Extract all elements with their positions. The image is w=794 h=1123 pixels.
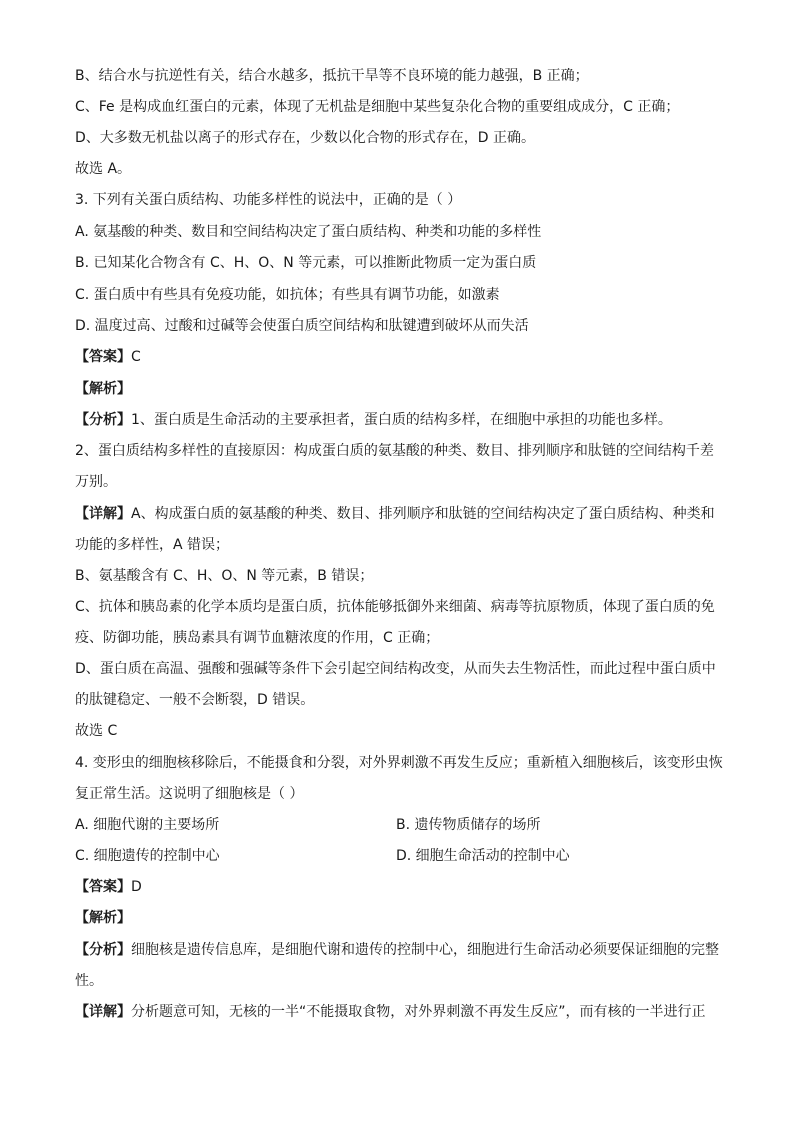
q4-answer-line [75,877,725,897]
q4-option-a: A. 细胞代谢的主要场所 [75,817,220,833]
prev-answer-d: D、大多数无机盐以离子的形式存在，少数以化合物的形式存在，D 正确。 [75,130,536,146]
q3-option-a: A. 氨基酸的种类、数目和空间结构决定了蛋白质结构、种类和功能的多样性 [75,224,542,240]
q4-answer-value: D [131,879,142,895]
q3-answer-tag: 【答案】 [75,349,131,365]
q3-fenxi-line-3: 万别。 [75,474,117,490]
q4-fenxi-line-2: 性。 [75,973,103,989]
q4-stem-line-2: 复正常生活。这说明了细胞核是（ ） [75,786,304,802]
q3-xiangjie-line-7: 的肽键稳定、一般不会断裂，D 错误。 [75,692,315,708]
q3-answer-value: C [131,349,141,365]
q4-option-b: B. 遗传物质储存的场所 [396,817,541,833]
prev-answer-choice: 故选 A。 [75,161,132,177]
q3-xiangjie-line-5: 疫、防御功能，胰岛素具有调节血糖浓度的作用，C 正确； [75,630,440,646]
q3-option-c: C. 蛋白质中有些具有免疫功能，如抗体；有些具有调节功能，如激素 [75,287,500,303]
q3-fenxi-tag: 【分析】 [75,412,131,428]
q4-xiangjie-tag: 【详解】 [75,1004,131,1020]
q3-xiangjie-line-3: B、氨基酸含有 C、H、O、N 等元素，B 错误； [75,568,374,584]
q4-stem-line-1: 4. 变形虫的细胞核移除后，不能摄食和分裂，对外界刺激不再发生反应；重新植入细胞核后，该变形虫恢 [75,755,723,771]
q3-xiangjie-line-6: D、蛋白质在高温、强酸和强碱等条件下会引起空间结构改变，从而失去生物活性，而此过程中蛋白质中 [75,661,716,677]
q3-option-d: D. 温度过高、过酸和过碱等会使蛋白质空间结构和肽键遭到破坏从而失活 [75,318,529,334]
q3-fenxi-line-2: 2、蛋白质结构多样性的直接原因：构成蛋白质的氨基酸的种类、数目、排列顺序和肽链的空间结构千差 [75,443,714,459]
q3-analysis-tag: 【解析】 [75,381,131,397]
q4-option-c: C. 细胞遗传的控制中心 [75,848,220,864]
q4-fenxi-tag: 【分析】 [75,942,131,958]
prev-answer-c: C、Fe 是构成血红蛋白的元素，体现了无机盐是细胞中某些复杂化合物的重要组成成分，C 正确； [75,99,680,115]
q4-answer-tag: 【答案】 [75,879,131,895]
q3-xiangjie-tag: 【详解】 [75,506,131,522]
q3-stem: 3. 下列有关蛋白质结构、功能多样性的说法中，正确的是（ ） [75,192,462,208]
q3-choice: 故选 C [75,723,118,739]
q4-xiangjie-line-1: 【详解】分析题意可知，无核的一半“不能摄取食物，对外界刺激不再发生反应”，而有核的一半进行正 [75,1004,706,1020]
q4-option-d: D. 细胞生命活动的控制中心 [396,848,570,864]
prev-answer-b: B、结合水与抗逆性有关，结合水越多，抵抗干旱等不良环境的能力越强，B 正确； [75,68,589,84]
q3-answer-line [75,347,725,367]
q3-xiangjie-line-2: 功能的多样性，A 错误； [75,537,230,553]
q3-xiangjie-line-1: 【详解】A、构成蛋白质的氨基酸的种类、数目、排列顺序和肽链的空间结构决定了蛋白质结构、种类和 [75,506,715,522]
q3-option-b: B. 已知某化合物含有 C、H、O、N 等元素，可以推断此物质一定为蛋白质 [75,255,537,271]
q4-analysis-tag: 【解析】 [75,910,131,926]
q4-fenxi-line-1: 【分析】细胞核是遗传信息库，是细胞代谢和遗传的控制中心，细胞进行生命活动必须要保证细胞的完整 [75,942,719,958]
q3-xiangjie-line-4: C、抗体和胰岛素的化学本质均是蛋白质，抗体能够抵御外来细菌、病毒等抗原物质，体现了蛋白质的免 [75,599,715,615]
q3-fenxi-line-1: 【分析】1、蛋白质是生命活动的主要承担者，蛋白质的结构多样，在细胞中承担的功能也多样。 [75,412,672,428]
